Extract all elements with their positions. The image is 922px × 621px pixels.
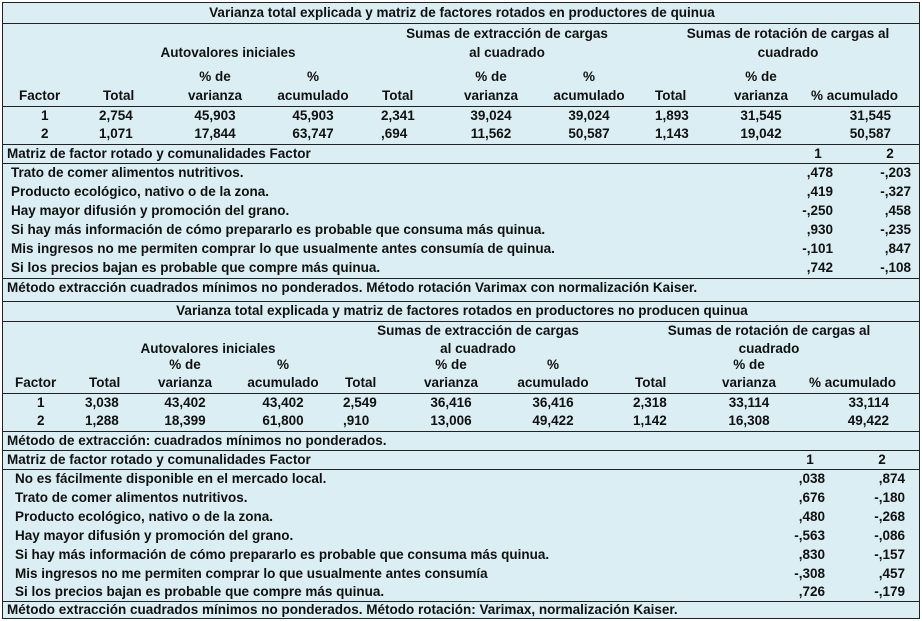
col-pct-top: % (276, 357, 289, 372)
col-pct-acumulado: % acumulado (809, 375, 897, 390)
cell-acumulado: 45,903 (292, 108, 334, 123)
cell-acumulado: 33,114 (848, 395, 889, 410)
matrix-col-2: 2 (878, 452, 886, 467)
cell-total: 1,143 (655, 126, 689, 141)
table-1-title-row (3, 4, 919, 22)
item-value-1: -,250 (802, 203, 833, 218)
cell-varianza: 39,024 (470, 108, 512, 123)
group-rotation-label: Sumas de rotación de cargas al (686, 26, 890, 41)
col-pct-acumulado: % acumulado (811, 88, 899, 103)
cell-factor: 1 (37, 395, 45, 410)
col-pct-top: % de (169, 357, 201, 372)
cell-acumulado: 36,416 (532, 395, 574, 410)
matrix-row (3, 470, 919, 488)
group-extraction-label-2: al cuadrado (469, 45, 545, 60)
cell-total: 2,341 (381, 108, 415, 123)
divider (3, 23, 919, 24)
cell-varianza: 19,042 (740, 126, 782, 141)
cell-total: ,910 (343, 413, 370, 428)
item-label: Trato de comer alimentos nutritivos. (15, 490, 248, 505)
group-rotation-label-2: cuadrado (738, 341, 800, 356)
cell-total: 1,071 (99, 126, 133, 141)
matrix-row (3, 202, 919, 220)
matrix-row (3, 527, 919, 545)
matrix-header-row (3, 145, 919, 163)
header-row-2 (3, 44, 919, 62)
col-total: Total (103, 88, 135, 103)
matrix-title: Matriz de factor rotado y comunalidades Factor (7, 452, 311, 467)
method-note: Método extracción cuadrados mínimos no ponderados. Método rotación Varimax con normalización Kaiser. (7, 280, 698, 295)
item-value-2: -,203 (880, 165, 911, 180)
item-label: Hay mayor difusión y promoción del grano. (15, 528, 294, 543)
table-title: Varianza total explicada y matriz de factores rotados en productores de quinua (209, 5, 715, 20)
cell-factor: 1 (41, 108, 49, 123)
cell-acumulado: 39,024 (568, 108, 610, 123)
item-value-1: ,742 (806, 260, 833, 275)
header-row-1 (3, 25, 919, 43)
group-initial-label: Autovalores iniciales (160, 45, 296, 60)
item-value-1: ,480 (798, 509, 825, 524)
matrix-header-row (3, 451, 919, 469)
group-rotation-label-2: cuadrado (757, 45, 819, 60)
cell-varianza: 45,903 (194, 108, 236, 123)
col-total: Total (655, 88, 687, 103)
cell-acumulado: 61,800 (262, 413, 304, 428)
cell-varianza: 17,844 (194, 126, 236, 141)
col-factor: Factor (19, 88, 61, 103)
col-varianza: varianza (721, 375, 777, 390)
cell-varianza: 36,416 (430, 395, 472, 410)
col-varianza: varianza (733, 88, 789, 103)
group-rotation-label: Sumas de rotación de cargas al (667, 323, 871, 338)
header-row-1 (3, 322, 919, 340)
cell-varianza: 33,114 (728, 395, 770, 410)
col-pct-top: % de (745, 69, 777, 84)
table-row (3, 107, 919, 125)
item-value-2: ,458 (884, 203, 911, 218)
cell-varianza: 18,399 (164, 413, 206, 428)
cell-acumulado: 43,402 (262, 395, 304, 410)
method-note: Método extracción cuadrados mínimos no ponderados. Método rotación: Varimax, normalización Kaiser. (7, 602, 678, 617)
item-value-2: ,874 (878, 471, 905, 486)
col-pct-top: % de (199, 69, 231, 84)
header-row-4 (3, 87, 919, 105)
item-value-1: ,038 (798, 471, 825, 486)
matrix-row (3, 565, 919, 583)
table-row (3, 412, 919, 430)
item-label: Hay mayor difusión y promoción del grano. (11, 203, 290, 218)
col-total: Total (382, 88, 414, 103)
item-value-1: ,830 (798, 547, 825, 562)
item-value-2: -,179 (874, 584, 905, 599)
cell-total: 1,142 (633, 413, 667, 428)
note-row (3, 601, 919, 619)
col-varianza: varianza (187, 88, 243, 103)
item-value-1: -,308 (794, 566, 825, 581)
col-varianza: varianza (463, 88, 519, 103)
item-label: Mis ingresos no me permiten comprar lo que usualmente antes consumía (15, 566, 488, 581)
table-title: Varianza total explicada y matriz de factores rotados en productores no producen quinua (176, 303, 748, 318)
matrix-title: Matriz de factor rotado y comunalidades Factor (7, 146, 311, 161)
col-pct-top: % de (475, 69, 507, 84)
item-value-2: -,157 (874, 547, 905, 562)
item-label: Si los precios bajan es probable que compre más quinua. (11, 260, 381, 275)
col-factor: Factor (15, 375, 57, 390)
cell-total: ,694 (381, 126, 408, 141)
document (2, 2, 920, 619)
item-value-1: ,676 (798, 490, 825, 505)
item-value-1: -,563 (794, 528, 825, 543)
matrix-row (3, 546, 919, 564)
cell-varianza: 16,308 (728, 413, 770, 428)
matrix-col-2: 2 (886, 146, 894, 161)
item-value-1: ,419 (806, 184, 833, 199)
item-value-1: ,930 (806, 222, 833, 237)
matrix-col-1: 1 (806, 452, 814, 467)
col-varianza: varianza (157, 375, 213, 390)
col-pct-top: % de (733, 357, 765, 372)
item-value-2: ,847 (884, 241, 911, 256)
header-row-4 (3, 374, 919, 392)
matrix-row (3, 240, 919, 258)
matrix-row (3, 183, 919, 201)
table-2-title-row (3, 302, 919, 320)
extraction-note: Método de extracción: cuadrados mínimos no ponderados. (7, 433, 387, 448)
header-row-3 (3, 68, 919, 86)
col-pct-top: % (582, 69, 595, 84)
item-value-2: -,108 (880, 260, 911, 275)
cell-total: 2,318 (633, 395, 667, 410)
item-label: No es fácilmente disponible en el mercado local. (15, 471, 327, 486)
matrix-row (3, 259, 919, 277)
cell-acumulado: 49,422 (532, 413, 574, 428)
col-total: Total (635, 375, 667, 390)
item-label: Mis ingresos no me permiten comprar lo que usualmente antes consumía de quinua. (11, 241, 555, 256)
matrix-row (3, 508, 919, 526)
item-value-2: -,235 (880, 222, 911, 237)
matrix-col-1: 1 (814, 146, 822, 161)
group-extraction-label: Sumas de extracción de cargas (406, 26, 608, 41)
cell-acumulado: 63,747 (292, 126, 334, 141)
group-initial-label: Autovalores iniciales (140, 341, 276, 356)
item-value-1: ,726 (798, 584, 825, 599)
matrix-row (3, 221, 919, 239)
item-label: Trato de comer alimentos nutritivos. (11, 165, 244, 180)
cell-acumulado: 49,422 (847, 413, 889, 428)
cell-varianza: 31,545 (740, 108, 782, 123)
col-varianza: varianza (423, 375, 479, 390)
cell-varianza: 43,402 (164, 395, 206, 410)
item-label: Producto ecológico, nativo o de la zona. (15, 509, 274, 524)
cell-total: 3,038 (85, 395, 119, 410)
item-label: Si hay más información de cómo prepararlo es probable que consuma más quinua. (15, 547, 550, 562)
matrix-row (3, 583, 919, 601)
header-row-3 (3, 356, 919, 374)
col-pct-top: % de (435, 357, 467, 372)
item-value-2: -,180 (874, 490, 905, 505)
cell-varianza: 11,562 (470, 126, 512, 141)
cell-acumulado: 50,587 (849, 126, 891, 141)
cell-factor: 2 (41, 126, 49, 141)
cell-total: 2,754 (99, 108, 133, 123)
col-acumulado: acumulado (553, 88, 625, 103)
group-extraction-label-2: al cuadrado (440, 341, 516, 356)
item-value-1: ,478 (806, 165, 833, 180)
note-row (3, 432, 919, 450)
table-row (3, 125, 919, 143)
item-label: Si los precios bajan es probable que compre más quinua. (15, 584, 385, 599)
item-value-2: ,457 (878, 566, 905, 581)
cell-total: 2,549 (343, 395, 377, 410)
col-pct-top: % (306, 69, 319, 84)
col-acumulado: acumulado (247, 375, 319, 390)
item-value-2: -,268 (874, 509, 905, 524)
col-pct-top: % (546, 357, 559, 372)
cell-total: 1,288 (85, 413, 119, 428)
group-extraction-label: Sumas de extracción de cargas (377, 323, 579, 338)
col-acumulado: acumulado (517, 375, 589, 390)
item-label: Producto ecológico, nativo o de la zona. (11, 184, 270, 199)
col-acumulado: acumulado (277, 88, 349, 103)
matrix-row (3, 164, 919, 182)
item-value-1: -,101 (802, 241, 833, 256)
table-2 (2, 302, 920, 619)
cell-factor: 2 (37, 413, 45, 428)
table-row (3, 394, 919, 412)
col-total: Total (345, 375, 377, 390)
note-row (3, 279, 919, 297)
table-1 (2, 2, 920, 302)
item-value-2: -,327 (880, 184, 911, 199)
matrix-row (3, 489, 919, 507)
item-label: Si hay más información de cómo prepararlo es probable que consuma más quinua. (11, 222, 546, 237)
item-value-2: -,086 (874, 528, 905, 543)
cell-varianza: 13,006 (430, 413, 472, 428)
col-total: Total (89, 375, 121, 390)
cell-acumulado: 50,587 (568, 126, 610, 141)
cell-total: 1,893 (655, 108, 689, 123)
cell-acumulado: 31,545 (849, 108, 891, 123)
